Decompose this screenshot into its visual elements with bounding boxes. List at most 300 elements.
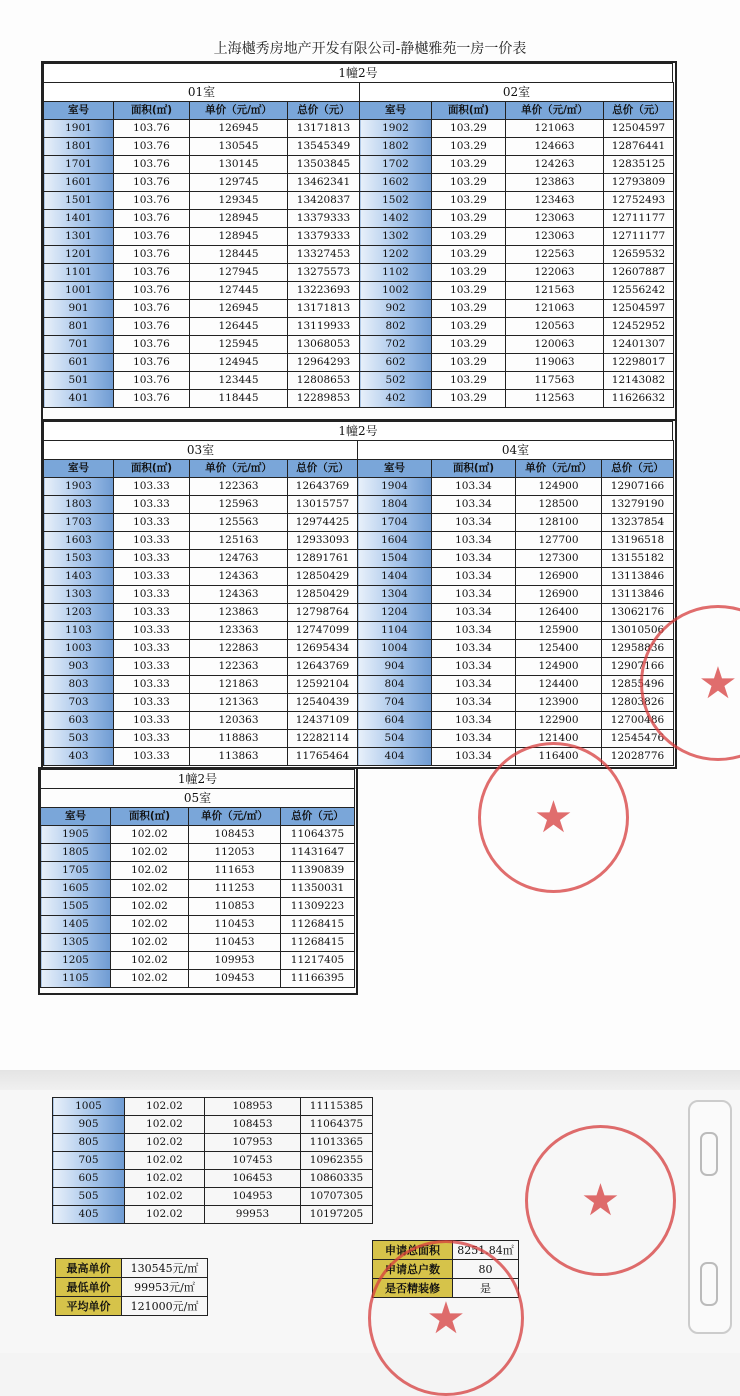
table-row — [360, 228, 674, 246]
unit-price-cell: 125400 — [516, 640, 602, 658]
summary-value: 80 — [453, 1260, 519, 1279]
room-number-cell: 1905 — [41, 826, 111, 844]
unit-price-cell: 127945 — [190, 264, 288, 282]
total-price-cell: 12556242 — [604, 282, 674, 300]
unit-price-cell: 123063 — [506, 210, 604, 228]
table-05-room — [40, 769, 355, 988]
total-price-cell: 13062176 — [602, 604, 674, 622]
table-row — [44, 264, 360, 282]
room-number-cell: 1705 — [41, 862, 111, 880]
room-number-cell: 1901 — [44, 120, 114, 138]
area-cell: 103.76 — [114, 336, 190, 354]
unit-price-cell: 126900 — [516, 586, 602, 604]
area-cell: 103.33 — [114, 532, 190, 550]
room-number-cell: 1401 — [44, 210, 114, 228]
room-number-cell: 1202 — [360, 246, 432, 264]
table-row — [358, 550, 674, 568]
room-number-cell: 504 — [358, 730, 432, 748]
unit-price-cell: 123363 — [190, 622, 288, 640]
table-row — [358, 676, 674, 694]
table-row — [44, 372, 360, 390]
table-row — [358, 586, 674, 604]
total-price-cell: 11115385 — [301, 1098, 373, 1116]
total-price-cell: 13462341 — [288, 174, 360, 192]
total-price-cell: 10860335 — [301, 1170, 373, 1188]
table-row — [360, 192, 674, 210]
unit-price-cell: 110453 — [189, 934, 281, 952]
column-header: 室号 — [360, 102, 432, 120]
area-cell: 102.02 — [111, 934, 189, 952]
column-header: 单价（元/㎡） — [506, 102, 604, 120]
room-number-cell: 1102 — [360, 264, 432, 282]
room-number-cell: 1602 — [360, 174, 432, 192]
total-price-cell: 11166395 — [281, 970, 355, 988]
table-row — [360, 336, 674, 354]
table-row — [44, 496, 358, 514]
area-cell: 103.34 — [432, 622, 516, 640]
document-title: 上海樾秀房地产开发有限公司-静樾雅苑一房一价表 — [213, 41, 527, 57]
unit-price-cell: 126900 — [516, 568, 602, 586]
total-price-cell: 12607887 — [604, 264, 674, 282]
total-price-cell: 12907166 — [602, 658, 674, 676]
total-price-cell: 11064375 — [281, 826, 355, 844]
total-price-cell: 13171813 — [288, 120, 360, 138]
room-number-cell: 1104 — [358, 622, 432, 640]
area-cell: 102.02 — [125, 1116, 205, 1134]
table-row — [53, 1152, 373, 1170]
table-row — [358, 658, 674, 676]
total-price-cell: 12540439 — [288, 694, 358, 712]
room-number-cell: 802 — [360, 318, 432, 336]
total-price-cell: 11626632 — [604, 390, 674, 408]
total-price-cell: 11268415 — [281, 934, 355, 952]
column-header: 面积(㎡) — [432, 460, 516, 478]
room-number-cell: 902 — [360, 300, 432, 318]
table-row — [41, 862, 355, 880]
room-number-cell: 1502 — [360, 192, 432, 210]
room-number-cell: 502 — [360, 372, 432, 390]
unit-price-cell: 120363 — [190, 712, 288, 730]
unit-price-cell: 118863 — [190, 730, 288, 748]
room-number-cell: 1203 — [44, 604, 114, 622]
table-row — [44, 156, 360, 174]
table-row — [44, 586, 358, 604]
room-number-cell: 803 — [44, 676, 114, 694]
total-price-cell: 12747099 — [288, 622, 358, 640]
column-header: 面积(㎡) — [114, 102, 190, 120]
table-row — [358, 640, 674, 658]
room-number-cell: 1305 — [41, 934, 111, 952]
table-row — [44, 694, 358, 712]
total-price-cell: 13379333 — [288, 228, 360, 246]
column-header: 室号 — [358, 460, 432, 478]
room-number-cell: 601 — [44, 354, 114, 372]
table-row — [53, 1098, 373, 1116]
room-number-cell: 1004 — [358, 640, 432, 658]
total-price-cell: 13223693 — [288, 282, 360, 300]
unit-price-cell: 107453 — [205, 1152, 301, 1170]
table-row — [44, 138, 360, 156]
total-price-cell: 13237854 — [602, 514, 674, 532]
area-cell: 103.76 — [114, 264, 190, 282]
room-number-cell: 602 — [360, 354, 432, 372]
area-cell: 103.33 — [114, 478, 190, 496]
area-cell: 103.76 — [114, 390, 190, 408]
room-number-cell: 1604 — [358, 532, 432, 550]
total-price-cell: 11268415 — [281, 916, 355, 934]
block1-building: 1幢2号 — [44, 64, 673, 83]
room-number-cell: 1302 — [360, 228, 432, 246]
area-cell: 103.29 — [432, 192, 506, 210]
area-cell: 103.34 — [432, 676, 516, 694]
table-row — [53, 1206, 373, 1224]
area-cell: 103.29 — [432, 300, 506, 318]
table-row — [360, 156, 674, 174]
table-row — [358, 694, 674, 712]
unit-price-cell: 123445 — [190, 372, 288, 390]
unit-price-cell: 123463 — [506, 192, 604, 210]
area-cell: 102.02 — [111, 844, 189, 862]
column-header: 单价（元/㎡） — [190, 102, 288, 120]
room-number-cell: 401 — [44, 390, 114, 408]
table-row — [44, 658, 358, 676]
room-number-cell: 402 — [360, 390, 432, 408]
total-price-cell: 12808653 — [288, 372, 360, 390]
column-header: 总价（元） — [288, 102, 360, 120]
total-price-cell: 10962355 — [301, 1152, 373, 1170]
room-number-cell: 405 — [53, 1206, 125, 1224]
star-icon: ★ — [580, 1175, 621, 1226]
area-cell: 103.29 — [432, 210, 506, 228]
summary-label: 是否精装修 — [373, 1279, 453, 1298]
summary-value: 130545元/㎡ — [122, 1259, 208, 1278]
total-price-cell: 13010506 — [602, 622, 674, 640]
room-number-cell: 1704 — [358, 514, 432, 532]
room-number-cell: 805 — [53, 1134, 125, 1152]
unit-price-cell: 122900 — [516, 712, 602, 730]
table-row — [358, 748, 674, 766]
application-summary — [372, 1240, 519, 1298]
table-row — [44, 192, 360, 210]
room-number-cell: 1103 — [44, 622, 114, 640]
room-number-cell: 903 — [44, 658, 114, 676]
room-number-cell: 1002 — [360, 282, 432, 300]
room-number-cell: 1904 — [358, 478, 432, 496]
area-cell: 103.29 — [432, 264, 506, 282]
area-cell: 102.02 — [125, 1206, 205, 1224]
unit-price-cell: 125963 — [190, 496, 288, 514]
area-cell: 102.02 — [125, 1152, 205, 1170]
total-price-cell: 12907166 — [602, 478, 674, 496]
area-cell: 102.02 — [111, 880, 189, 898]
area-cell: 103.29 — [432, 120, 506, 138]
room-number-cell: 704 — [358, 694, 432, 712]
area-cell: 102.02 — [111, 898, 189, 916]
room-number-cell: 1304 — [358, 586, 432, 604]
table-row — [44, 478, 358, 496]
total-price-cell: 12803826 — [602, 694, 674, 712]
total-price-cell: 12504597 — [604, 300, 674, 318]
total-price-cell: 12933093 — [288, 532, 358, 550]
table-row — [44, 748, 358, 766]
total-price-cell: 12695434 — [288, 640, 358, 658]
room-number-cell: 403 — [44, 748, 114, 766]
area-cell: 103.34 — [432, 532, 516, 550]
total-price-cell: 12974425 — [288, 514, 358, 532]
block2-building: 1幢2号 — [44, 422, 673, 441]
area-cell: 102.02 — [111, 970, 189, 988]
table-row — [360, 372, 674, 390]
unit-price-cell: 127700 — [516, 532, 602, 550]
table-row — [44, 246, 360, 264]
column-header: 面积(㎡) — [111, 808, 189, 826]
area-cell: 103.33 — [114, 496, 190, 514]
area-cell: 102.02 — [111, 862, 189, 880]
area-cell: 103.29 — [432, 246, 506, 264]
table-row — [44, 532, 358, 550]
summary-value: 121000元/㎡ — [122, 1297, 208, 1316]
area-cell: 102.02 — [125, 1134, 205, 1152]
area-cell: 103.34 — [432, 694, 516, 712]
room-number-cell: 1504 — [358, 550, 432, 568]
table-row — [41, 826, 355, 844]
unit-price-cell: 124363 — [190, 586, 288, 604]
unit-price-cell: 111653 — [189, 862, 281, 880]
table-row — [44, 228, 360, 246]
table-row — [44, 622, 358, 640]
room-number-cell: 1204 — [358, 604, 432, 622]
area-cell: 103.76 — [114, 120, 190, 138]
unit-price-cell: 108453 — [189, 826, 281, 844]
unit-price-cell: 122063 — [506, 264, 604, 282]
table-row — [360, 300, 674, 318]
table-row — [44, 354, 360, 372]
unit-price-cell: 118445 — [190, 390, 288, 408]
table-05-room-continued — [52, 1097, 373, 1224]
room-number-cell: 1805 — [41, 844, 111, 862]
area-cell: 103.33 — [114, 676, 190, 694]
room-number-cell: 1405 — [41, 916, 111, 934]
room-number-cell: 702 — [360, 336, 432, 354]
room-number-cell: 1603 — [44, 532, 114, 550]
total-price-cell: 13015757 — [288, 496, 358, 514]
room-number-cell: 904 — [358, 658, 432, 676]
table-row — [44, 210, 360, 228]
room-number-cell: 1903 — [44, 478, 114, 496]
total-price-cell: 13420837 — [288, 192, 360, 210]
area-cell: 103.33 — [114, 640, 190, 658]
total-price-cell: 12643769 — [288, 658, 358, 676]
total-price-cell: 13503845 — [288, 156, 360, 174]
area-cell: 103.34 — [432, 514, 516, 532]
area-cell: 103.29 — [432, 282, 506, 300]
area-cell: 103.34 — [432, 550, 516, 568]
total-price-cell: 12850429 — [288, 568, 358, 586]
unit-price-cell: 124900 — [516, 478, 602, 496]
area-cell: 103.76 — [114, 174, 190, 192]
unit-price-cell: 112053 — [189, 844, 281, 862]
unit-price-cell: 121063 — [506, 120, 604, 138]
unit-price-cell: 109453 — [189, 970, 281, 988]
area-cell: 103.29 — [432, 138, 506, 156]
total-price-cell: 12964293 — [288, 354, 360, 372]
unit-price-cell: 121863 — [190, 676, 288, 694]
total-price-cell: 11350031 — [281, 880, 355, 898]
unit-price-cell: 108953 — [205, 1098, 301, 1116]
unit-price-cell: 113863 — [190, 748, 288, 766]
room-number-cell: 1001 — [44, 282, 114, 300]
unit-price-cell: 107953 — [205, 1134, 301, 1152]
unit-price-cell: 124400 — [516, 676, 602, 694]
total-price-cell: 11309223 — [281, 898, 355, 916]
room-number-cell: 1501 — [44, 192, 114, 210]
summary-row — [56, 1278, 208, 1297]
column-header: 总价（元） — [288, 460, 358, 478]
unit-price-cell: 123900 — [516, 694, 602, 712]
total-price-cell: 12752493 — [604, 192, 674, 210]
unit-price-cell: 119063 — [506, 354, 604, 372]
room-number-cell: 1702 — [360, 156, 432, 174]
total-price-cell: 12793809 — [604, 174, 674, 192]
summary-row — [56, 1259, 208, 1278]
total-price-cell: 13155182 — [602, 550, 674, 568]
column-header: 面积(㎡) — [114, 460, 190, 478]
total-price-cell: 12545476 — [602, 730, 674, 748]
column-header: 总价（元） — [281, 808, 355, 826]
total-price-cell: 12282114 — [288, 730, 358, 748]
area-cell: 102.02 — [111, 916, 189, 934]
area-cell: 103.76 — [114, 354, 190, 372]
star-icon: ★ — [698, 657, 738, 709]
area-cell: 103.34 — [432, 604, 516, 622]
total-price-cell: 12958836 — [602, 640, 674, 658]
clip-hole — [700, 1132, 718, 1176]
total-price-cell: 12891761 — [288, 550, 358, 568]
total-price-cell: 12437109 — [288, 712, 358, 730]
room-number-cell: 404 — [358, 748, 432, 766]
table-row — [53, 1170, 373, 1188]
area-cell: 103.76 — [114, 300, 190, 318]
total-price-cell: 12028776 — [602, 748, 674, 766]
total-price-cell: 12700486 — [602, 712, 674, 730]
total-price-cell: 12143082 — [604, 372, 674, 390]
table-row — [358, 730, 674, 748]
room-number-cell: 1201 — [44, 246, 114, 264]
room-number-cell: 1503 — [44, 550, 114, 568]
block2-building-header — [43, 421, 673, 441]
table-row — [44, 550, 358, 568]
table-row — [53, 1188, 373, 1206]
room-number-cell: 1303 — [44, 586, 114, 604]
table-row — [44, 318, 360, 336]
total-price-cell: 11765464 — [288, 748, 358, 766]
room-number-cell: 1003 — [44, 640, 114, 658]
total-price-cell: 12850429 — [288, 586, 358, 604]
total-price-cell: 13196518 — [602, 532, 674, 550]
table-row — [44, 174, 360, 192]
total-price-cell: 13068053 — [288, 336, 360, 354]
room-number-cell: 1803 — [44, 496, 114, 514]
area-cell: 103.76 — [114, 210, 190, 228]
area-cell: 103.33 — [114, 622, 190, 640]
area-cell: 102.02 — [125, 1188, 205, 1206]
area-cell: 103.29 — [432, 174, 506, 192]
area-cell: 103.76 — [114, 156, 190, 174]
unit-price-cell: 125945 — [190, 336, 288, 354]
total-price-cell: 13113846 — [602, 568, 674, 586]
unit-price-cell: 123863 — [506, 174, 604, 192]
summary-value: 99953元/㎡ — [122, 1278, 208, 1297]
table-row — [360, 120, 674, 138]
room-number-cell: 605 — [53, 1170, 125, 1188]
area-cell: 103.33 — [114, 712, 190, 730]
unit-price-cell: 122363 — [190, 658, 288, 676]
unit-price-cell: 126445 — [190, 318, 288, 336]
table-row — [360, 282, 674, 300]
summary-row — [373, 1241, 519, 1260]
room-number-cell: 1402 — [360, 210, 432, 228]
unit-price-cell: 127300 — [516, 550, 602, 568]
unit-price-cell: 128445 — [190, 246, 288, 264]
area-cell: 103.29 — [432, 228, 506, 246]
total-price-cell: 12643769 — [288, 478, 358, 496]
area-cell: 102.02 — [125, 1170, 205, 1188]
area-cell: 103.33 — [114, 694, 190, 712]
total-price-cell: 11013365 — [301, 1134, 373, 1152]
area-cell: 103.29 — [432, 354, 506, 372]
unit-price-cell: 120563 — [506, 318, 604, 336]
summary-label: 最低单价 — [56, 1278, 122, 1297]
area-cell: 103.33 — [114, 586, 190, 604]
unit-price-cell: 109953 — [189, 952, 281, 970]
area-cell: 103.34 — [432, 730, 516, 748]
table-row — [360, 246, 674, 264]
table-row — [44, 712, 358, 730]
room-number-cell: 801 — [44, 318, 114, 336]
table-row — [44, 282, 360, 300]
table-row — [360, 264, 674, 282]
total-price-cell: 13327453 — [288, 246, 360, 264]
column-header: 室号 — [44, 102, 114, 120]
room-number-cell: 1605 — [41, 880, 111, 898]
unit-label: 01室 — [44, 83, 360, 102]
area-cell: 103.33 — [114, 658, 190, 676]
table-row — [358, 568, 674, 586]
total-price-cell: 11431647 — [281, 844, 355, 862]
unit-price-cell: 126945 — [190, 120, 288, 138]
area-cell: 103.34 — [432, 496, 516, 514]
unit-price-cell: 125563 — [190, 514, 288, 532]
summary-row — [373, 1279, 519, 1298]
area-cell: 103.34 — [432, 658, 516, 676]
area-cell: 103.34 — [432, 586, 516, 604]
unit-price-cell: 110453 — [189, 916, 281, 934]
unit-price-cell: 106453 — [205, 1170, 301, 1188]
table-row — [360, 390, 674, 408]
room-number-cell: 701 — [44, 336, 114, 354]
total-price-cell: 13545349 — [288, 138, 360, 156]
total-price-cell: 13279190 — [602, 496, 674, 514]
unit-price-cell: 110853 — [189, 898, 281, 916]
unit-label: 04室 — [358, 441, 674, 460]
summary-value: 是 — [453, 1279, 519, 1298]
table-row — [53, 1116, 373, 1134]
room-number-cell: 501 — [44, 372, 114, 390]
area-cell: 103.76 — [114, 138, 190, 156]
room-number-cell: 1301 — [44, 228, 114, 246]
area-cell: 103.33 — [114, 568, 190, 586]
document-clip — [688, 1100, 732, 1334]
